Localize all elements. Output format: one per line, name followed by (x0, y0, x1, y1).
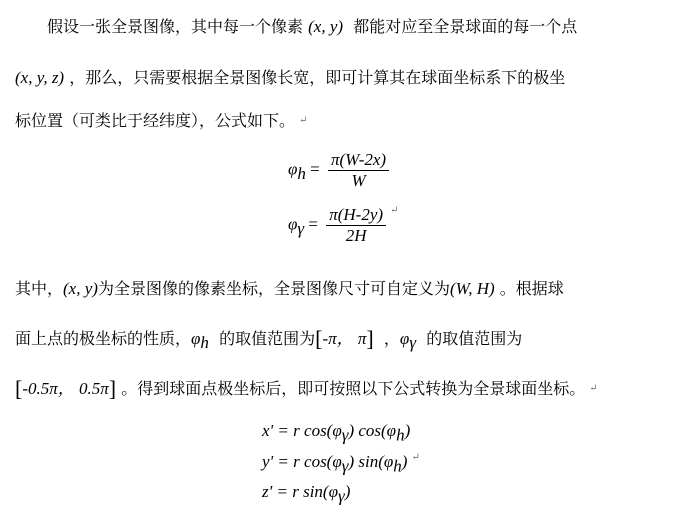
expr: y' = r cos(φ (262, 452, 342, 471)
text: ， (383, 329, 400, 348)
paragraph-mark: ↵ (589, 383, 598, 394)
left-bracket: [ (315, 326, 323, 351)
text: 都能对应至全景球面的每一个点 (353, 17, 578, 36)
paragraph-2-line-1 (15, 278, 564, 300)
math-wh: (W, H) (449, 279, 495, 298)
right-bracket: ] (108, 376, 117, 401)
numerator: π(W-2x) (328, 150, 389, 171)
expr: ) cos(φ (348, 421, 397, 440)
expr: ) (404, 421, 411, 440)
phi-symbol: φ (191, 329, 201, 348)
equation-phi-h (288, 150, 389, 191)
math-xy: (x, y) (308, 17, 344, 36)
math-xyz: (x, y, z) (15, 68, 65, 87)
equation-z-prime (262, 482, 350, 506)
text: 的取值范围为 (219, 329, 316, 348)
denominator: 2H (345, 226, 367, 245)
equation-y-prime (262, 452, 420, 476)
fraction (326, 205, 386, 246)
paragraph-2-line-2 (15, 328, 522, 354)
phi-symbol: φ (288, 214, 298, 234)
text: ，那么，只需要根据全景图像长宽，即可计算其在球面坐标系下的极坐 (69, 68, 566, 87)
numerator: π(H-2y) (326, 205, 386, 226)
equation-phi-gamma (288, 205, 398, 246)
left-bracket: [ (15, 376, 23, 401)
paragraph-1-line-3 (15, 110, 307, 132)
denominator: W (351, 171, 366, 190)
expr: x' = r cos(φ (262, 421, 342, 440)
equals: = (305, 159, 324, 179)
text: 面上点的极坐标的性质， (15, 329, 192, 348)
subscript: γ (297, 218, 305, 238)
text: 。得到球面点极坐标后，即可按照以下公式转换为全景球面坐标。 (121, 379, 586, 398)
subscript: h (393, 456, 402, 476)
text: 为全景图像的像素坐标，全景图像尺寸可自定义为 (97, 279, 450, 298)
range-phi-gamma: -0.5π， 0.5π (22, 379, 109, 398)
equation-x-prime (262, 421, 410, 445)
paragraph-mark: ↵ (299, 115, 308, 126)
expr: ) (401, 452, 408, 471)
paragraph-2-line-3 (15, 378, 598, 400)
paragraph-1-line-1 (47, 16, 577, 38)
fraction (328, 150, 389, 191)
expr: z' = r sin(φ (262, 482, 338, 501)
subscript: γ (338, 486, 345, 506)
expr: ) sin(φ (348, 452, 394, 471)
paragraph-1-line-2 (15, 67, 565, 89)
subscript: γ (341, 456, 349, 476)
text: 的取值范围为 (426, 329, 523, 348)
subscript: γ (409, 333, 417, 353)
expr: ) (344, 482, 351, 501)
subscript: h (200, 333, 209, 353)
text: 。根据球 (499, 279, 564, 298)
equals: = (304, 214, 323, 234)
subscript: h (396, 425, 405, 445)
right-bracket: ] (366, 326, 374, 351)
paragraph-mark: ↵ (390, 205, 399, 216)
text: 标位置（可类比于经纬度），公式如下。 (15, 111, 296, 130)
subscript: γ (341, 425, 349, 445)
range-phi-h: -π， π (322, 329, 367, 348)
phi-symbol: φ (399, 329, 410, 348)
subscript: h (297, 163, 306, 183)
paragraph-mark: ↵ (411, 452, 420, 463)
math-xy: (x, y) (63, 279, 98, 298)
phi-symbol: φ (288, 159, 298, 179)
text: 假设一张全景图像，其中每一个像素 (47, 17, 304, 36)
text: 其中， (15, 279, 64, 298)
